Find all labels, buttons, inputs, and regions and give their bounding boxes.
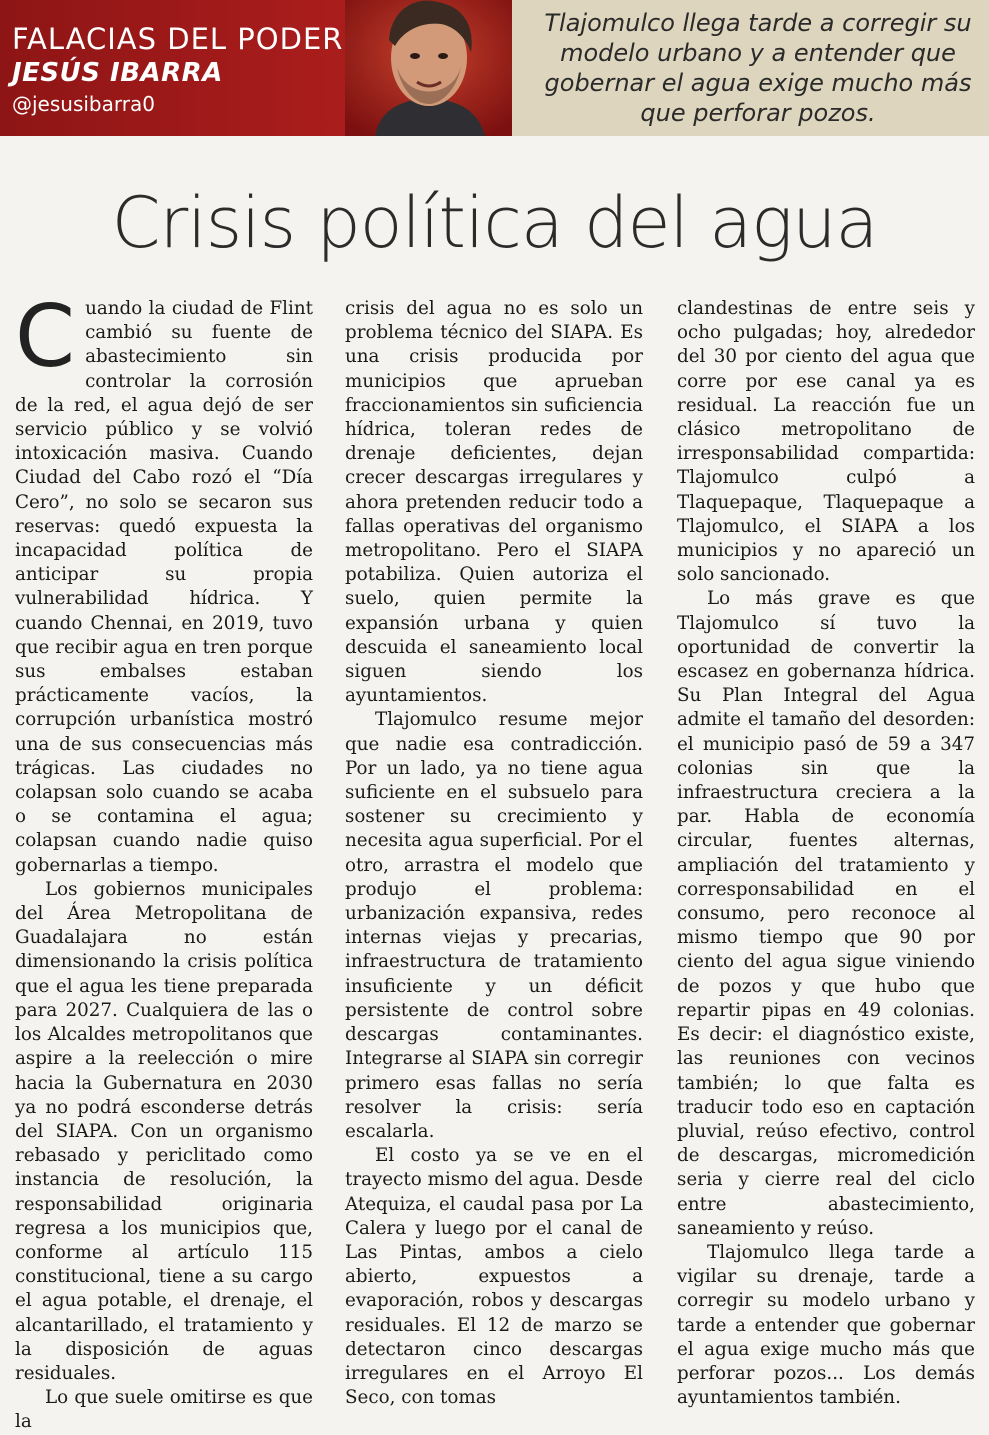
paragraph: clandestinas de entre seis y ocho pulgadas; hoy, alrededor del 30 por ciento del agua que corre por ese canal ya es residual. La reacción fue un clásico metropolitano de irresponsabilidad compartida: Tlajomulco culpó a Tlaquepaque, Tlaquepaque a Tlajomulco, el SIAPA a los municipios y no apareció un solo sancionado.: [677, 298, 975, 586]
paragraph: Lo que suele omitirse es que la: [15, 1387, 313, 1433]
paragraph: uando la ciudad de Flint cambió su fuente de abastecimiento sin controlar la corrosión de la red, el agua dejó de ser servicio público y se volvió intoxicación masiva. Cuando Ciudad del Cabo rozó el “Día Cero”, no solo se secaron sus reservas: quedó expuesta la incapacidad política de anticipar su propia vulnerabilidad hídrica. Y cuando Chennai, en 2019, tuvo que recibir agua en tren porque sus embalses estaban prácticamente vacíos, la corrupción urbanística mostró una de sus consecuencias más trágicas. Las ciudades no colapsan solo cuando se acaba o se contamina el agua; colapsan cuando nadie quiso gobernarlas a tiempo.: [15, 298, 313, 876]
article-column-2: [345, 297, 643, 1410]
author-handle: @jesusibarra0: [12, 92, 155, 116]
author-photo: [345, 0, 512, 136]
paragraph: crisis del agua no es solo un problema técnico del SIAPA. Es una crisis producida por municipios que aprueban fraccionamientos sin suficiencia hídrica, toleran redes de drenaje deficientes, dejan crecer descargas irregulares y ahora pretenden reducir todo a fallas operativas del organismo metropolitano. Pero el SIAPA potabiliza. Quien autoriza el suelo, quien permite la expansión urbana y quien descuida el saneamiento local siguen siendo los ayuntamientos.: [345, 298, 643, 707]
tagline-box: [512, 0, 989, 136]
headline: Crisis política del agua: [111, 182, 878, 264]
author-name: JESÚS IBARRA: [12, 58, 223, 88]
paragraph: Los gobiernos municipales del Área Metropolitana de Guadalajara no están dimensionando la crisis política que el agua les tiene preparada para 2027. Cualquiera de las o los Alcaldes metropolitanos que aspire a la reelección o mire hacia la Gubernatura en 2030 ya no podrá esconderse detrás del SIAPA. Con un organismo rebasado y periclitado como instancia de resolución, la responsabilidad originaria regresa a los municipios que, conforme al artículo 115 constitucional, tiene a su cargo el agua potable, el drenaje, el alcantarillado, el tratamiento y la disposición de aguas residuales.: [15, 878, 313, 1384]
column-header: [0, 0, 989, 136]
paragraph: Tlajomulco resume mejor que nadie esa contradicción. Por un lado, ya no tiene agua suficiente en el subsuelo para sostener su crecimiento y necesita agua superficial. Por el otro, arrastra el modelo que produjo el problema: urbanización expansiva, redes internas viejas y precarias, infraestructura de tratamiento insuficiente y un déficit persistente de control sobre descargas contaminantes. Integrarse al SIAPA sin corregir primero esas fallas no sería resolver la crisis: sería escalarla.: [345, 709, 643, 1142]
drop-cap: C: [15, 287, 76, 387]
article-column-3: [677, 297, 975, 1410]
article-column-1: [15, 287, 313, 1435]
article-body: [15, 287, 975, 1433]
paragraph: Tlajomulco llega tarde a vigilar su drenaje, tarde a corregir su modelo urbano y tarde a entender que gobernar el agua exige mucho más que perforar pozos... Los demás ayuntamientos también.: [677, 1241, 975, 1409]
tagline: Tlajomulco llega tarde a corregir su modelo urbano y a entender que gobernar el agua exige mucho más que perforar pozos.: [544, 9, 972, 127]
column-banner: [0, 0, 512, 136]
column-name: FALACIAS DEL PODER: [12, 22, 344, 56]
paragraph: Lo más grave es que Tlajomulco sí tuvo la oportunidad de convertir la escasez en gobernanza hídrica. Su Plan Integral del Agua admite el tamaño del desorden: el municipio pasó de 59 a 347 colonias sin que la infraestructura creciera a la par. Habla de economía circular, fuentes alternas, ampliación del tratamiento y corresponsabilidad en el consumo, pero reconoce al mismo tiempo que 90 por ciento del agua sigue viniendo de pozos y que hubo que repartir pipas en 49 colonias. Es decir: el diagnóstico existe, las reuniones con vecinos también; lo que falta es traducir todo eso en captación pluvial, reúso efectivo, control de descargas, micromedición seria y cierre real del ciclo entre abastecimiento, saneamiento y reúso.: [677, 588, 975, 1239]
paragraph: El costo ya se ve en el trayecto mismo del agua. Desde Atequiza, el caudal pasa por La Calera y luego por el canal de Las Pintas, ambos a cielo abierto, expuestos a evaporación, robos y descargas residuales. El 12 de marzo se detectaron cinco descargas irregulares en el Arroyo El Seco, con tomas: [345, 1145, 643, 1409]
